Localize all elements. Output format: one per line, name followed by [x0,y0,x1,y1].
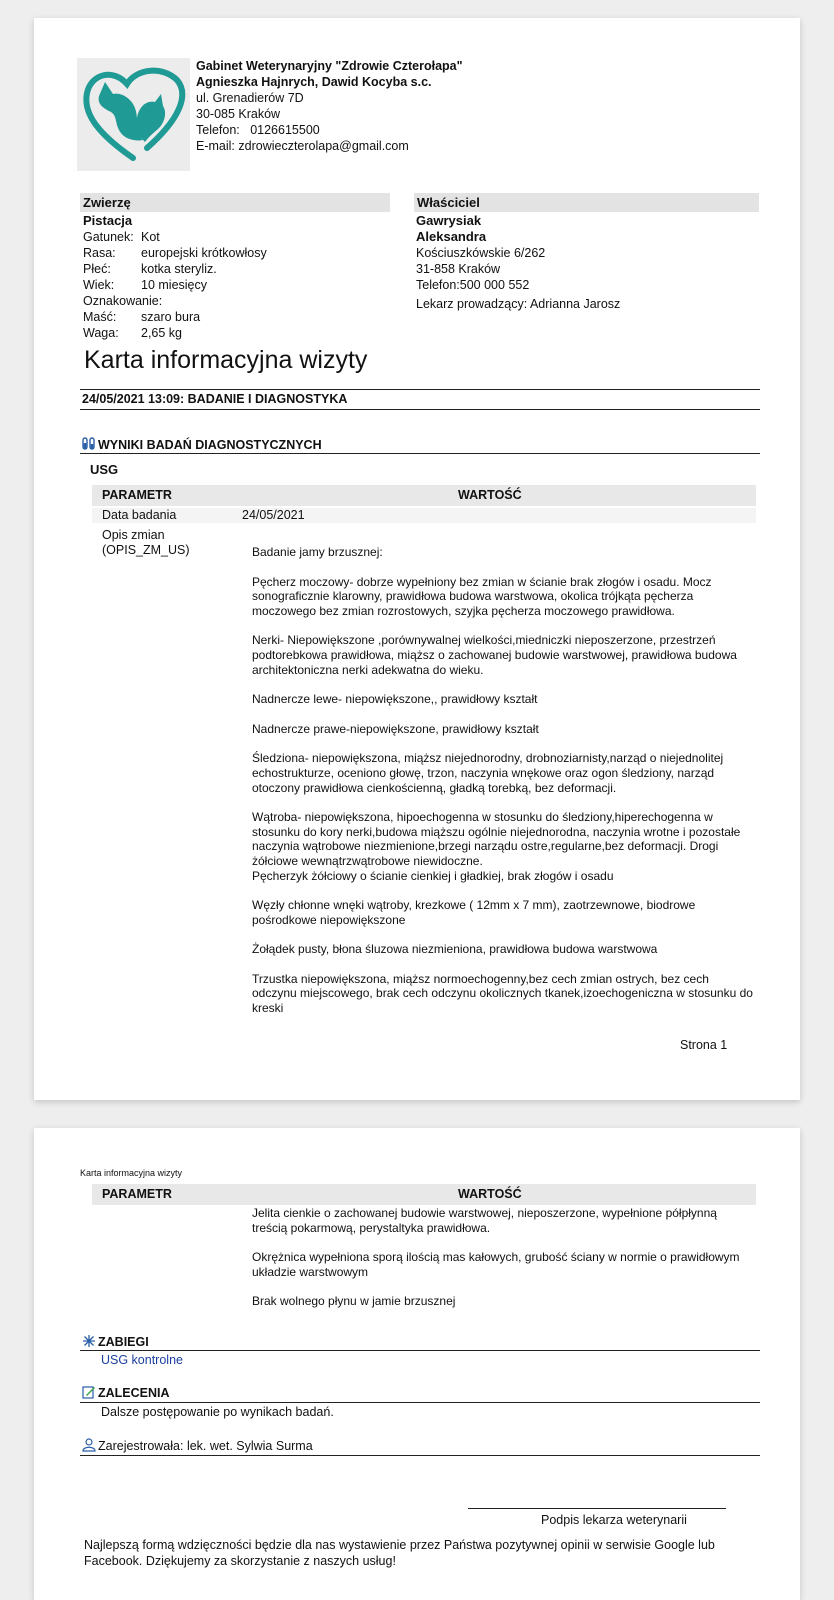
clinic-street: ul. Grenadierów 7D [196,91,304,105]
animal-field: Wiek: 10 miesięcy [83,278,207,292]
description-paragraph: Okrężnica wypełniona sporą ilością mas kałowych, grubość ściany w normie o prawidłowym układzie warstwowym [252,1250,740,1279]
divider [80,1402,760,1403]
description-paragraph: Trzustka niepowiększona, miąższ normoechogenny,bez cech zmian ostrych, bez cech odczynu miejscowego, brak cech odczynu okolicznych tkanek,izoechogeniczna w stosunku do kreski [252,971,753,1016]
owner-street: Kościuszkówskie 6/262 [416,246,546,260]
animal-field: Rasa: europejski krótkowłosy [83,246,267,260]
doctor-icon [82,1438,96,1452]
heart-cat-dog-logo-icon [77,58,190,171]
document-page-1 [34,18,800,1100]
clinic-email: E-mail: zdrowieczterolapa@gmail.com [196,139,409,153]
page-number: Strona 1 [680,1038,728,1052]
animal-field: Waga: 2,65 kg [83,326,183,340]
col-param: PARAMETR [102,1187,172,1201]
divider [80,389,760,390]
divider [80,1455,760,1456]
running-title: Karta informacyjna wizyty [80,1168,183,1178]
table-header [92,1184,756,1205]
test-tubes-icon [82,437,96,451]
description-paragraph: Badanie jamy brzusznej: [252,545,383,559]
clinic-city: 30-085 Kraków [196,107,281,121]
visit-header: 24/05/2021 13:09: BADANIE I DIAGNOSTYKA [82,392,348,406]
document-page-2 [34,1128,800,1600]
divider [80,409,760,410]
owner-header: Właściciel [414,193,759,212]
owner-phone: Telefon:500 000 552 [416,278,530,292]
description-paragraph: Wątroba- niepowiększona, hipoechogenna w stosunku do śledziony,hiperechogenna w stosunku do kory nerki,budowa miąższu ogólnie niejednorodna, naczynia wrotne i pozostałe naczynia wątrobowe niezmienione,brzegi narządu ostre,regularne,bez deformacji. Drogi żółciowe wewnątrzwątrobowe niewidoczne. Pęcherzyk żółciowy o ścianie cienkiej i gładkiej, brak złogów i osadu [252,810,741,883]
exam-type: USG [90,462,119,477]
owner-info [416,213,756,312]
recommendation-item: Dalsze postępowanie po wynikach badań. [101,1405,334,1419]
clinic-owners: Agnieszka Hajnrych, Dawid Kocyba s.c. [196,75,432,89]
pencil-note-icon [82,1385,96,1399]
animal-info [83,213,383,341]
col-value: WARTOŚĆ [458,488,522,502]
description-paragraph: Śledziona- niepowiększona, miąższ niejednorodny, drobnoziarnisty,narząd o niejednolitej echostrukturze, oceniono głowę, trzon, naczynia wnękowe oraz ogon śledziony, narząd otoczony prawidłowa cienkościenną, gładką torebką, bez deformacji. [252,751,724,795]
divider [80,453,760,454]
clinic-info [196,58,463,154]
animal-name: Pistacja [83,213,133,228]
animal-field: Maść: szaro bura [83,310,201,324]
description-paragraph: Jelita cienkie o zachowanej budowie warstwowej, nieposzerzone, wypełnione półpłynną treścią pokarmową, perystaltyka prawidłowa. [252,1206,717,1235]
desc-label: Opis zmian (OPIS_ZM_US) [102,528,190,557]
recommendations-header: ZALECENIA [82,1385,170,1400]
description-paragraph: Węzły chłonne wnęki wątroby, krezkowe ( 12mm x 7 mm), zaotrzewnowe, biodrowe pośrodkowe niepowiększone [252,898,696,927]
divider [80,1350,760,1351]
description-paragraph: Brak wolnego płynu w jamie brzusznej [252,1294,456,1309]
thanks-note: Najlepszą formą wdzięczności będzie dla nas wystawienie przez Państwa pozytywnej opinii w serwisie Google lub Facebook. Dziękujemy za skorzystanie z naszych usług! [84,1538,715,1568]
description-page1 [252,545,755,1031]
registered-by: Zarejestrowała: lek. wet. Sylwia Surma [82,1438,313,1453]
date-label: Data badania [102,508,177,522]
description-paragraph: Nerki- Niepowiększone ,porównywalnej wielkości,miedniczki nieposzerzone, przestrzeń podtorebkowa prawidłowa, miąższ o zachowanej budowie warstwowej, prawidłowa budowa architektoniczna nerki adekwatna do wieku. [252,633,737,677]
date-value: 24/05/2021 [242,508,305,522]
owner-city: 31-858 Kraków [416,262,501,276]
clinic-phone: Telefon: 0126615500 [196,123,320,137]
description-paragraph: Nadnercze lewe- niepowiększone,, prawidłowy kształt [252,692,538,707]
procedures-header: ZABIEGI [82,1334,149,1349]
owner-surname: Gawrysiak [416,213,482,228]
table-header [92,485,756,506]
owner-firstname: Aleksandra [416,229,487,244]
owner-doctor: Lekarz prowadzący: Adrianna Jarosz [416,297,621,311]
description-paragraph: Pęcherz moczowy- dobrze wypełniony bez zmian w ścianie brak złogów i osadu. Mocz sonograficznie klarowny, prawidłowa budowa warstwowa, okolica trójkąta pęcherza moczowego bez zmian rozrostowych, szyjka pęcherza moczowego prawidłowa. [252,574,712,618]
signature-label: Podpis lekarza weterynarii [541,1513,687,1527]
document-title: Karta informacyjna wizyty [84,346,368,374]
procedure-star-icon [82,1334,96,1348]
clinic-logo [77,58,190,171]
animal-field: Oznakowanie: [83,294,163,308]
col-param: PARAMETR [102,488,172,502]
clinic-name: Gabinet Weterynaryjny "Zdrowie Czterołapa" [196,59,463,73]
animal-header: Zwierzę [80,193,390,212]
procedure-item: USG kontrolne [101,1353,183,1367]
results-header: WYNIKI BADAŃ DIAGNOSTYCZNYCH [82,437,322,452]
animal-field: Płeć: kotka steryliz. [83,262,217,276]
table-row [92,508,756,523]
signature-line [468,1508,726,1509]
description-paragraph: Żołądek pusty, błona śluzowa niezmieniona, prawidłowa budowa warstwowa [252,942,658,957]
col-value: WARTOŚĆ [458,1187,522,1201]
description-page2 [252,1206,755,1324]
description-paragraph: Nadnercze prawe-niepowiększone, prawidłowy kształt [252,721,539,736]
animal-field: Gatunek: Kot [83,230,160,244]
